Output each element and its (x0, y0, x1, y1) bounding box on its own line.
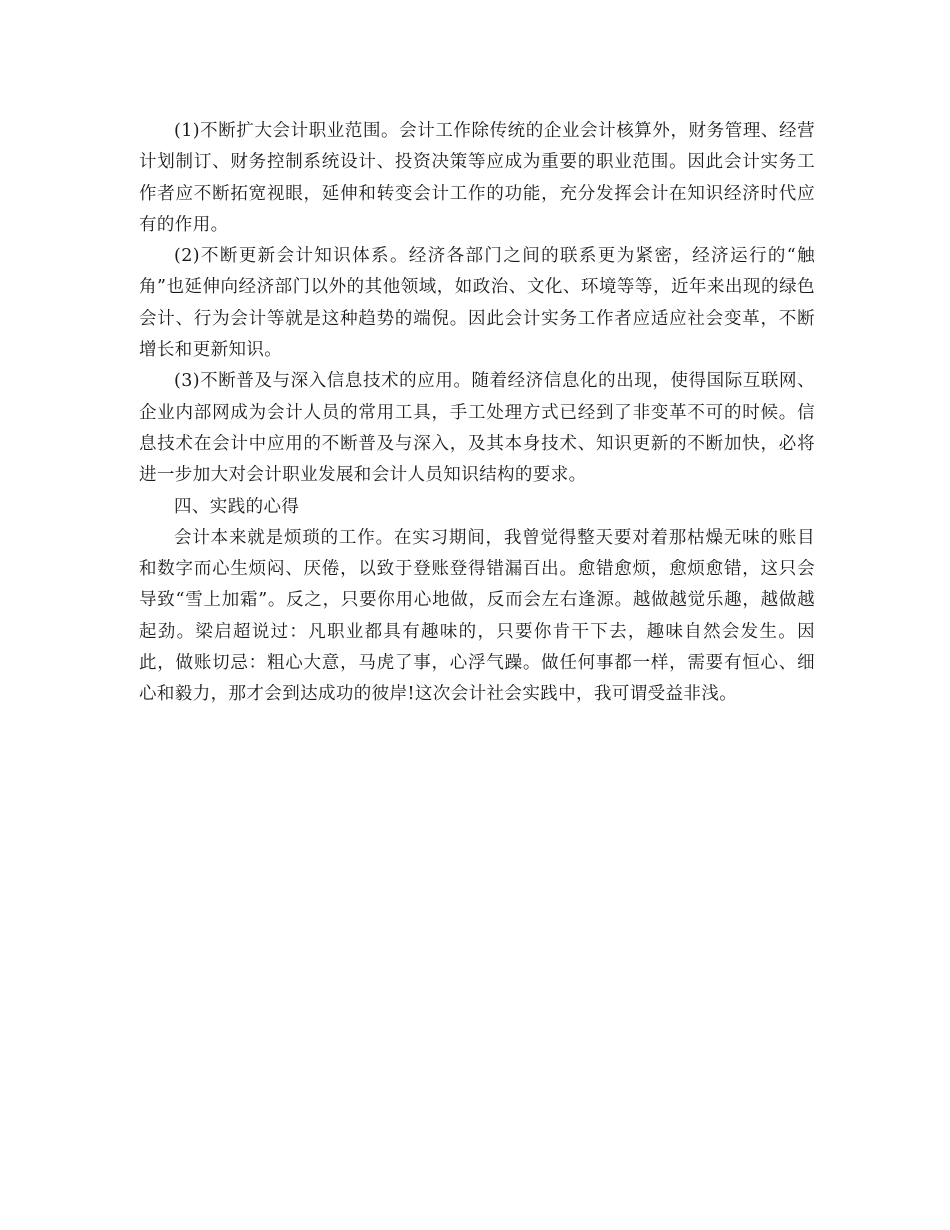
paragraph-information-technology: (3)不断普及与深入信息技术的应用。随着经济信息化的出现，使得国际互联网、企业内部网成为会计人员的常用工具，手工处理方式已经到了非变革不可的时候。信息技术在会计中应用的不断普及与深入，及其本身技术、知识更新的不断加快，必将进一步加大对会计职业发展和会计人员知识结构的要求。 (139, 371, 815, 486)
paragraph-expand-scope: (1)不断扩大会计职业范围。会计工作除传统的企业会计核算外，财务管理、经营计划制订、财务控制系统设计、投资决策等应成为重要的职业范围。因此会计实务工作者应不断拓宽视眼，延伸和转变会计工作的功能，充分发挥会计在知识经济时代应有的作用。 (139, 121, 815, 235)
section-heading: 四、实践的心得 (174, 496, 300, 517)
document-body (139, 116, 815, 711)
paragraph-update-knowledge: (2)不断更新会计知识体系。经济各部门之间的联系更为紧密，经济运行的“触角”也延伸向经济部门以外的其他领域，如政治、文化、环境等等，近年来出现的绿色会计、行为会计等就是这种趋势的端倪。因此会计实务工作者应适应社会变革，不断增长和更新知识。 (139, 246, 815, 361)
paragraph-practice-insights: 会计本来就是烦琐的工作。在实习期间，我曾觉得整天要对着那枯燥无味的账目和数字而心生烦闷、厌倦，以致于登账登得错漏百出。愈错愈烦，愈烦愈错，这只会导致“雪上加霜”。反之，只要你用心地做，反而会左右逢源。越做越觉乐趣，越做越起劲。梁启超说过：凡职业都具有趣味的，只要你肯干下去，趣味自然会发生。因此，做账切忌：粗心大意，马虎了事，心浮气躁。做任何事都一样，需要有恒心、细心和毅力，那才会到达成功的彼岸!这次会计社会实践中，我可谓受益非浅。 (139, 527, 815, 705)
